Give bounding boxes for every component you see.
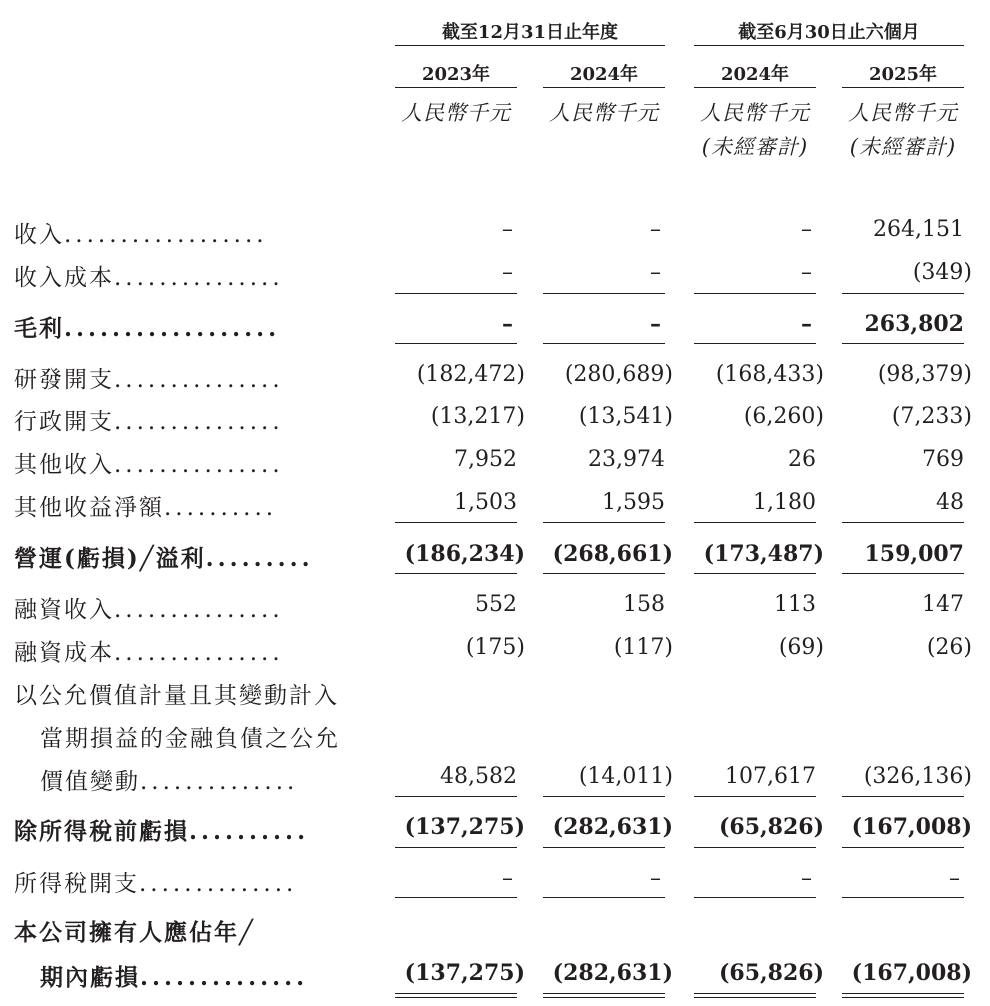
cell-other-income-4: 769: [922, 447, 964, 472]
row-label-income-tax: 所得稅開支..............: [14, 871, 298, 897]
cell-revenue-2: –: [650, 217, 661, 242]
cell-loss-attributable-3: (65,826): [718, 960, 824, 986]
cell-rd-expenses-3: (168,433): [715, 362, 824, 387]
cell-fair-value-change-1: 48,582: [440, 764, 517, 789]
cell-revenue-4: 264,151: [873, 217, 964, 242]
audit-note-3: (未經審計): [701, 135, 809, 159]
cell-income-tax-2: –: [650, 866, 661, 891]
subtotal-rule: [395, 293, 517, 294]
cell-other-gains-net-3: 1,180: [753, 490, 816, 515]
cell-income-tax-1: –: [502, 866, 513, 891]
row-label-fair-value-line-1: 以公允價值計量且其變動計入: [14, 683, 339, 709]
row-label-operating-result: 營運(虧損)╱溢利.........: [14, 545, 314, 572]
subtotal-rule: [543, 522, 665, 523]
cell-operating-result-2: (268,661): [552, 541, 673, 567]
cell-finance-income-4: 147: [922, 592, 964, 617]
cell-income-tax-3: –: [801, 866, 812, 891]
cell-cost-of-revenue-2: –: [650, 260, 661, 285]
cell-other-income-3: 26: [788, 447, 816, 472]
cell-cost-of-revenue-4: (349): [912, 260, 972, 285]
total-rule: [694, 343, 816, 344]
total-rule: [395, 847, 517, 848]
cell-revenue-3: –: [801, 217, 812, 242]
cell-admin-expenses-2: (13,541): [578, 404, 673, 429]
unit-header-4: 人民幣千元: [848, 101, 958, 125]
cell-fair-value-change-3: 107,617: [725, 764, 816, 789]
subtotal-rule: [395, 522, 517, 523]
cell-finance-income-1: 552: [475, 592, 517, 617]
year-header-4: 2025年: [868, 64, 938, 85]
unit-header-3: 人民幣千元: [700, 101, 810, 125]
row-label-loss-attributable-line-2: 期內虧損..............: [40, 964, 309, 991]
cell-revenue-1: –: [502, 217, 513, 242]
row-label-finance-costs: 融資成本...............: [14, 640, 284, 666]
subtotal-rule: [395, 796, 517, 797]
unit-header-1: 人民幣千元: [401, 101, 511, 125]
cell-admin-expenses-3: (6,260): [743, 404, 824, 429]
group-header-interim: 截至6月30日止六個月: [738, 22, 920, 43]
cell-finance-costs-4: (26): [926, 635, 972, 660]
cell-income-tax-4: –: [949, 866, 960, 891]
subtotal-rule: [842, 522, 964, 523]
total-rule: [543, 573, 665, 574]
year-header-2: 2024年: [569, 64, 639, 85]
subtotal-rule: [694, 897, 816, 898]
total-rule: [543, 343, 665, 344]
row-label-other-gains-net: 其他收益淨額..........: [14, 495, 278, 521]
total-rule: [543, 847, 665, 848]
year-header-3: 2024年: [720, 64, 790, 85]
subtotal-rule: [543, 796, 665, 797]
grand-total-double-rule: [395, 993, 517, 998]
cell-gross-profit-4: 263,802: [864, 311, 964, 337]
row-label-fair-value-line-3: 價值變動..............: [40, 769, 299, 795]
cell-finance-costs-2: (117): [613, 635, 673, 660]
cell-admin-expenses-1: (13,217): [430, 404, 525, 429]
cell-loss-before-tax-3: (65,826): [718, 814, 824, 840]
cell-operating-result-4: 159,007: [864, 541, 964, 567]
subtotal-rule: [842, 897, 964, 898]
cell-gross-profit-3: –: [801, 311, 812, 337]
cell-operating-result-1: (186,234): [404, 541, 525, 567]
total-rule: [395, 573, 517, 574]
audit-note-4: (未經審計): [849, 135, 957, 159]
group-header-annual-rule: [395, 45, 665, 46]
cell-gross-profit-2: –: [650, 311, 661, 337]
row-label-other-income: 其他收入...............: [14, 452, 284, 478]
row-label-loss-before-tax: 除所得稅前虧損..........: [14, 818, 310, 845]
cell-loss-before-tax-1: (137,275): [404, 814, 525, 840]
cell-rd-expenses-4: (98,379): [877, 362, 972, 387]
total-rule: [395, 343, 517, 344]
cell-loss-before-tax-2: (282,631): [552, 814, 673, 840]
subtotal-rule: [842, 293, 964, 294]
subtotal-rule: [694, 796, 816, 797]
cell-operating-result-3: (173,487): [703, 541, 824, 567]
subtotal-rule: [543, 897, 665, 898]
cell-finance-costs-1: (175): [465, 635, 525, 660]
group-header-annual: 截至12月31日止年度: [441, 22, 619, 43]
total-rule: [842, 573, 964, 574]
cell-other-gains-net-4: 48: [936, 490, 964, 515]
grand-total-double-rule: [842, 993, 964, 998]
row-label-admin-expenses: 行政開支...............: [14, 409, 284, 435]
row-label-rd-expenses: 研發開支...............: [14, 367, 284, 393]
cell-rd-expenses-1: (182,472): [416, 362, 525, 387]
row-label-revenue: 收入..................: [14, 222, 268, 248]
row-label-finance-income: 融資收入...............: [14, 597, 284, 623]
grand-total-double-rule: [543, 993, 665, 998]
grand-total-double-rule: [694, 993, 816, 998]
year-header-2-rule: [543, 87, 665, 88]
year-header-3-rule: [694, 87, 816, 88]
cell-other-gains-net-2: 1,595: [602, 490, 665, 515]
year-header-1: 2023年: [421, 64, 491, 85]
cell-fair-value-change-2: (14,011): [578, 764, 673, 789]
year-header-4-rule: [842, 87, 964, 88]
subtotal-rule: [694, 522, 816, 523]
cell-cost-of-revenue-1: –: [502, 260, 513, 285]
total-rule: [694, 573, 816, 574]
cell-other-gains-net-1: 1,503: [454, 490, 517, 515]
cell-rd-expenses-2: (280,689): [564, 362, 673, 387]
row-label-fair-value-line-2: 當期損益的金融負債之公允: [40, 726, 340, 752]
subtotal-rule: [842, 796, 964, 797]
cell-cost-of-revenue-3: –: [801, 260, 812, 285]
cell-admin-expenses-4: (7,233): [891, 404, 972, 429]
cell-loss-attributable-2: (282,631): [552, 960, 673, 986]
cell-loss-attributable-4: (167,008): [851, 960, 972, 986]
total-rule: [842, 343, 964, 344]
cell-fair-value-change-4: (326,136): [863, 764, 972, 789]
subtotal-rule: [694, 293, 816, 294]
cell-finance-income-3: 113: [774, 592, 816, 617]
cell-finance-income-2: 158: [623, 592, 665, 617]
unit-header-2: 人民幣千元: [549, 101, 659, 125]
cell-gross-profit-1: –: [502, 311, 513, 337]
subtotal-rule: [395, 897, 517, 898]
row-label-cost-of-revenue: 收入成本...............: [14, 265, 284, 291]
year-header-1-rule: [395, 87, 517, 88]
group-header-interim-rule: [694, 45, 964, 46]
cell-finance-costs-3: (69): [778, 635, 824, 660]
cell-loss-attributable-1: (137,275): [404, 960, 525, 986]
row-label-gross-profit: 毛利..................: [14, 315, 281, 342]
cell-loss-before-tax-4: (167,008): [851, 814, 972, 840]
subtotal-rule: [543, 293, 665, 294]
cell-other-income-1: 7,952: [454, 447, 517, 472]
total-rule: [694, 847, 816, 848]
total-rule: [842, 847, 964, 848]
cell-other-income-2: 23,974: [588, 447, 665, 472]
row-label-loss-attributable-line-1: 本公司擁有人應佔年╱: [14, 919, 255, 946]
